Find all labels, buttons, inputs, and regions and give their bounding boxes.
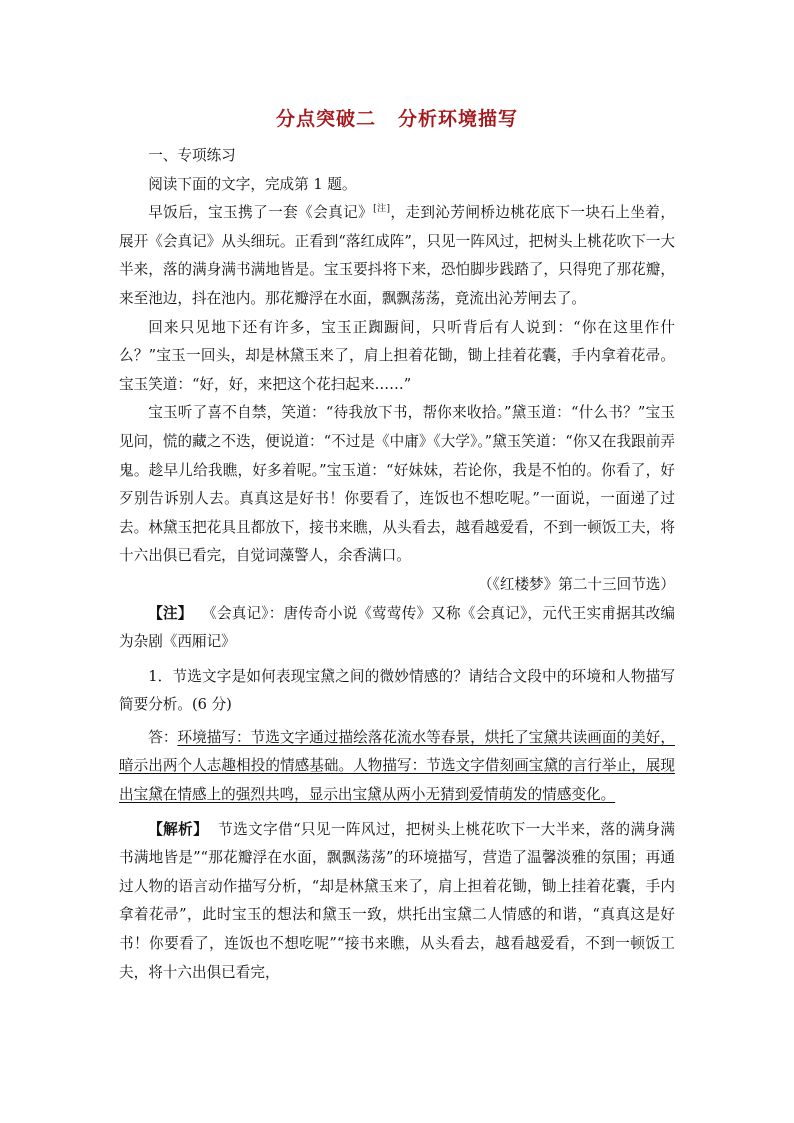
answer-paragraph: [119, 724, 675, 810]
title-part-2: 分析环境描写: [398, 108, 519, 130]
note-paragraph: [119, 600, 675, 657]
answer-label: 答：: [148, 728, 178, 746]
question-1: 1．节选文字是如何表现宝黛之间的微妙情感的？请结合文段中的环境和人物描写简要分析。(6 分): [119, 667, 675, 714]
page-title: [0, 104, 794, 131]
note-label: 【注】: [148, 604, 193, 622]
passage-source: （《红楼梦》第二十三回节选）: [477, 575, 675, 593]
passage-paragraph-2: 回来只见地下还有许多，宝玉正踟蹰间，只听背后有人说到：“你在这里作什么？”宝玉一回头，却是林黛玉来了，肩上担着花锄，锄上挂着花囊，手内拿着花帚。宝玉笑道：“好，好，来把这个花扫起来……”: [119, 318, 675, 393]
title-part-1: 分点突破二: [275, 108, 376, 130]
note-mark: [注]: [373, 204, 391, 215]
note-text: 《会真记》：唐传奇小说《莺莺传》又称《会真记》，元代王实甫据其改编为杂剧《西厢记》: [119, 604, 675, 651]
passage-paragraph-1: [119, 199, 675, 313]
passage-p1-start: 早饭后，宝玉携了一套《会真记》: [148, 204, 374, 222]
answer-text: 环境描写：节选文字通过描绘落花流水等春景，烘托了宝黛共读画面的美好，暗示出两个人志趣相投的情感基础。人物描写：节选文字借刻画宝黛的言行举止，展现出宝黛在情感上的强烈共鸣，显示出宝黛从两小无猜到爱情萌发的情感变化。: [119, 728, 675, 804]
analysis-paragraph: [119, 816, 675, 988]
analysis-label: 【解析】: [148, 820, 209, 838]
instruction-line: 阅读下面的文字，完成第 1 题。: [148, 175, 357, 193]
passage-paragraph-3: 宝玉听了喜不自禁，笑道：“待我放下书，帮你来收拾。”黛玉道：“什么书？”宝玉见问，慌的藏之不迭，便说道：“不过是《中庸》《大学》。”黛玉笑道：“你又在我跟前弄鬼。趁早儿给我瞧，好多着呢。”宝玉道：“好妹妹，若论你，我是不怕的。你看了，好歹别告诉别人去。真真这是好书！你要看了，连饭也不想吃呢。”一面说，一面递了过去。林黛玉把花具且都放下，接书来瞧，从头看去，越看越爱看，不到一顿饭工夫，将十六出俱已看完，自觉词藻警人，余香满口。: [119, 404, 675, 565]
analysis-text: 节选文字借“只见一阵风过，把树头上桃花吹下一大半来，落的满身满书满地皆是”“那花瓣浮在水面，飘飘荡荡”的环境描写，营造了温馨淡雅的氛围；再通过人物的语言动作描写分析，“却是林黛玉来了，肩上担着花锄，锄上挂着花囊，手内拿着花帚”，此时宝玉的想法和黛玉一致，烘托出宝黛二人情感的和谐，“真真这是好书！你要看了，连饭也不想吃呢”“接书来瞧，从头看去，越看越爱看，不到一顿饭工夫，将十六出俱已看完，: [119, 820, 675, 981]
content-block: [119, 142, 675, 987]
passage-p1-rest: ，走到沁芳闸桥边桃花底下一块石上坐着，展开《会真记》从头细玩。正看到“落红成阵”，只见一阵风过，把树头上桃花吹下一大半来，落的满身满书满地皆是。宝玉要抖将下来，恐怕脚步践踏了，只得兜了那花瓣，来至池边，抖在池内。那花瓣浮在水面，飘飘荡荡，竟流出沁芳闸去了。: [119, 204, 675, 307]
section-heading: 一、专项练习: [148, 147, 236, 164]
